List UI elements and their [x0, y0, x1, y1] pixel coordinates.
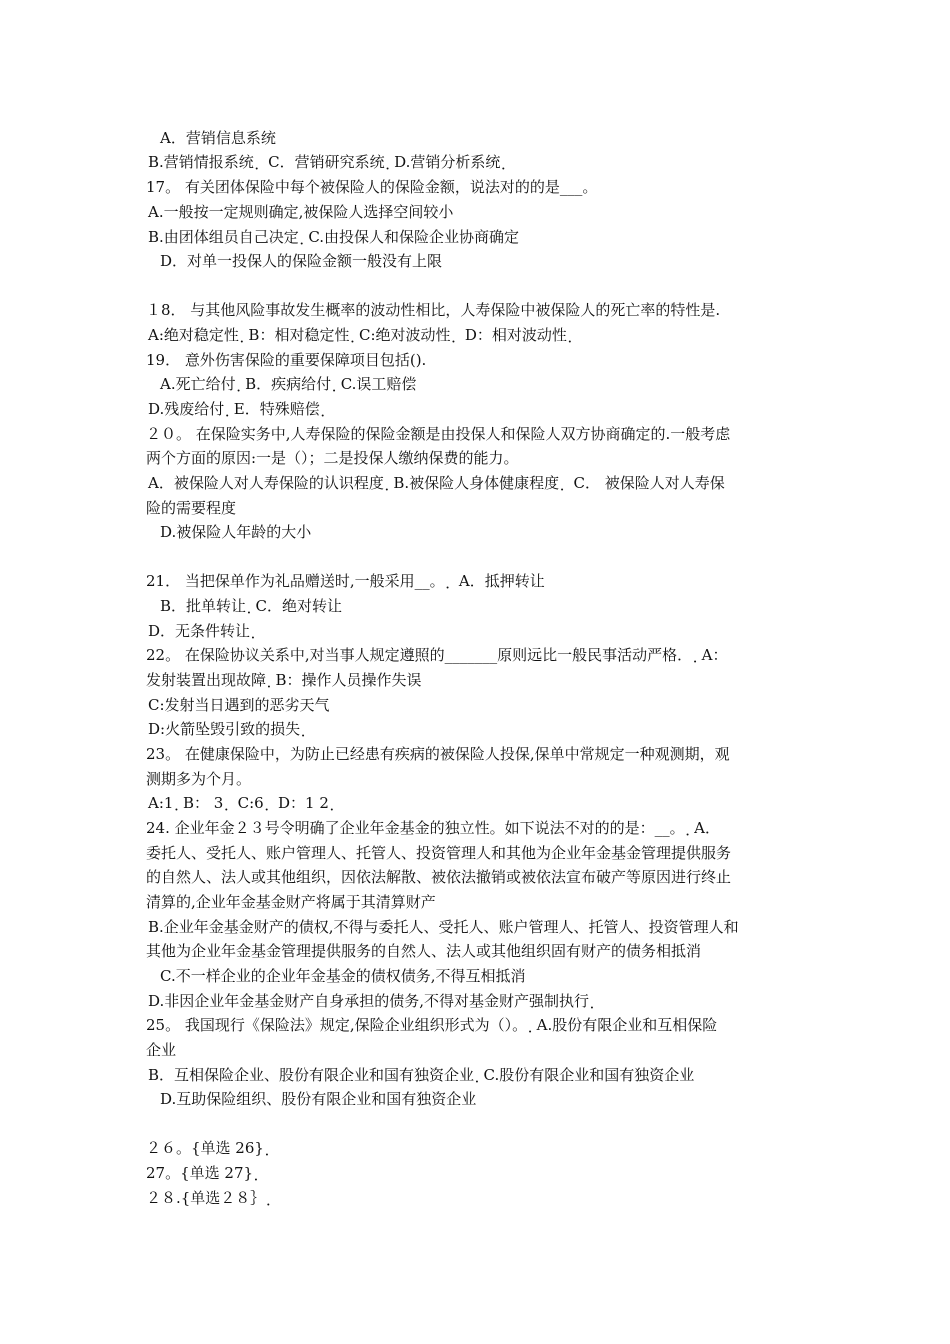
text-line: B．互相保险企业、股份有限企业和国有独资企业 ฺ C.股份有限企业和国有独资企业 — [148, 1066, 695, 1084]
text-line: 的自然人、法人或其他组织，因依法解散、被依法撤销或被依法宣布破产等原因进行终止 — [146, 868, 732, 886]
text-line: 发射装置出现故障 ฺ B：操作人员操作失误 — [146, 671, 422, 689]
text-line: B．批单转让 ฺ C．绝对转让 — [160, 597, 343, 615]
question-24: 24. 企业年金２３号令明确了企业年金基金的独立性。如下说法不对的的是：__。 ฺ A． — [146, 819, 720, 837]
text-line: D.互助保险组织、股份有限企业和国有独资企业 — [160, 1090, 477, 1108]
text-line: C.不一样企业的企业年金基金的债权债务,不得互相抵消 — [160, 967, 526, 985]
text-line: B.营销情报系统 ฺ C．营销研究系统 ฺ D.营销分析系统 ฺ — [148, 153, 506, 171]
question-23: 23。 在健康保险中，为防止已经患有疾病的被保险人投保,保单中常规定一种观测期，观 — [146, 745, 730, 763]
question-19: 19． 意外伤害保险的重要保障项目包括(). — [146, 351, 427, 369]
text-line: A:1 ฺ B： 3 ฺ C:6 ฺ D：1 2 ฺ — [148, 794, 334, 812]
text-line: D.残废给付 ฺ E．特殊赔偿 ฺ — [148, 400, 325, 418]
text-line: A．营销信息系统 — [160, 129, 276, 147]
question-22: 22。 在保险协议关系中,对当事人规定遵照的_______原则远比一般民事活动严格． ฺ A： — [146, 646, 728, 664]
text-line: A．被保险人对人寿保险的认识程度 ฺ B.被保险人身体健康程度 ฺ C． 被保险人对人寿保 — [148, 474, 725, 492]
text-line: D．对单一投保人的保险金额一般没有上限 — [160, 252, 443, 270]
text-line: D.非因企业年金基金财产自身承担的债务,不得对基金财产强制执行 ฺ — [148, 992, 594, 1010]
question-18: １8． 与其他风险事故发生概率的波动性相比，人寿保险中被保险人的死亡率的特性是. — [146, 301, 721, 319]
text-line: D．无条件转让 ฺ — [148, 622, 255, 640]
question-28: ２８.{单选２８｝ ฺ — [146, 1189, 271, 1207]
text-line: 险的需要程度 — [146, 499, 237, 517]
text-line: A.一般按一定规则确定,被保险人选择空间较小 — [148, 203, 454, 221]
text-line: 清算的,企业年金基金财产将属于其清算财产 — [146, 893, 436, 911]
text-line: C:发射当日遇到的恶劣天气 — [148, 696, 330, 714]
question-17: 17。 有关团体保险中每个被保险人的保险金额，说法对的的是___。 — [146, 178, 598, 196]
question-25: 25。 我国现行《保险法》规定,保险企业组织形式为（）。 ฺ A.股份有限企业和互相保险 — [146, 1016, 718, 1034]
text-line: 测期多为个月。 — [146, 770, 252, 788]
text-line: 其他为企业年金基金管理提供服务的自然人、法人或其他组织固有财产的债务相抵消 — [146, 942, 702, 960]
text-line: A:绝对稳定性 ฺ B：相对稳定性 ฺ C:绝对波动性 ฺ D：相对波动性 ฺ — [148, 326, 572, 344]
text-line: D.被保险人年龄的大小 — [160, 523, 312, 541]
text-line: D:火箭坠毁引致的损失 ฺ — [148, 720, 305, 738]
text-line: 企业 — [146, 1041, 177, 1059]
question-20: ２０。 在保险实务中,人寿保险的保险金额是由投保人和保险人双方协商确定的.一般考虑 — [146, 425, 731, 443]
text-line: B.企业年金基金财产的债权,不得与委托人、受托人、账户管理人、托管人、投资管理人和 — [148, 918, 739, 936]
question-21: 21． 当把保单作为礼品赠送时,一般采用__。 ฺ A．抵押转让 — [146, 572, 545, 590]
question-27: 27。{单选 27} ฺ — [146, 1164, 258, 1182]
text-line: A.死亡给付 ฺ B．疾病给付 ฺ C.误工赔偿 — [160, 375, 417, 393]
text-line: 委托人、受托人、账户管理人、托管人、投资管理人和其他为企业年金基金管理提供服务 — [146, 844, 732, 862]
text-line: 两个方面的原因:一是（）；二是投保人缴纳保费的能力。 — [146, 449, 519, 467]
text-line: B.由团体组员自己决定 ฺ C.由投保人和保险企业协商确定 — [148, 228, 520, 246]
question-26: ２６。{单选 26} ฺ — [146, 1139, 269, 1157]
